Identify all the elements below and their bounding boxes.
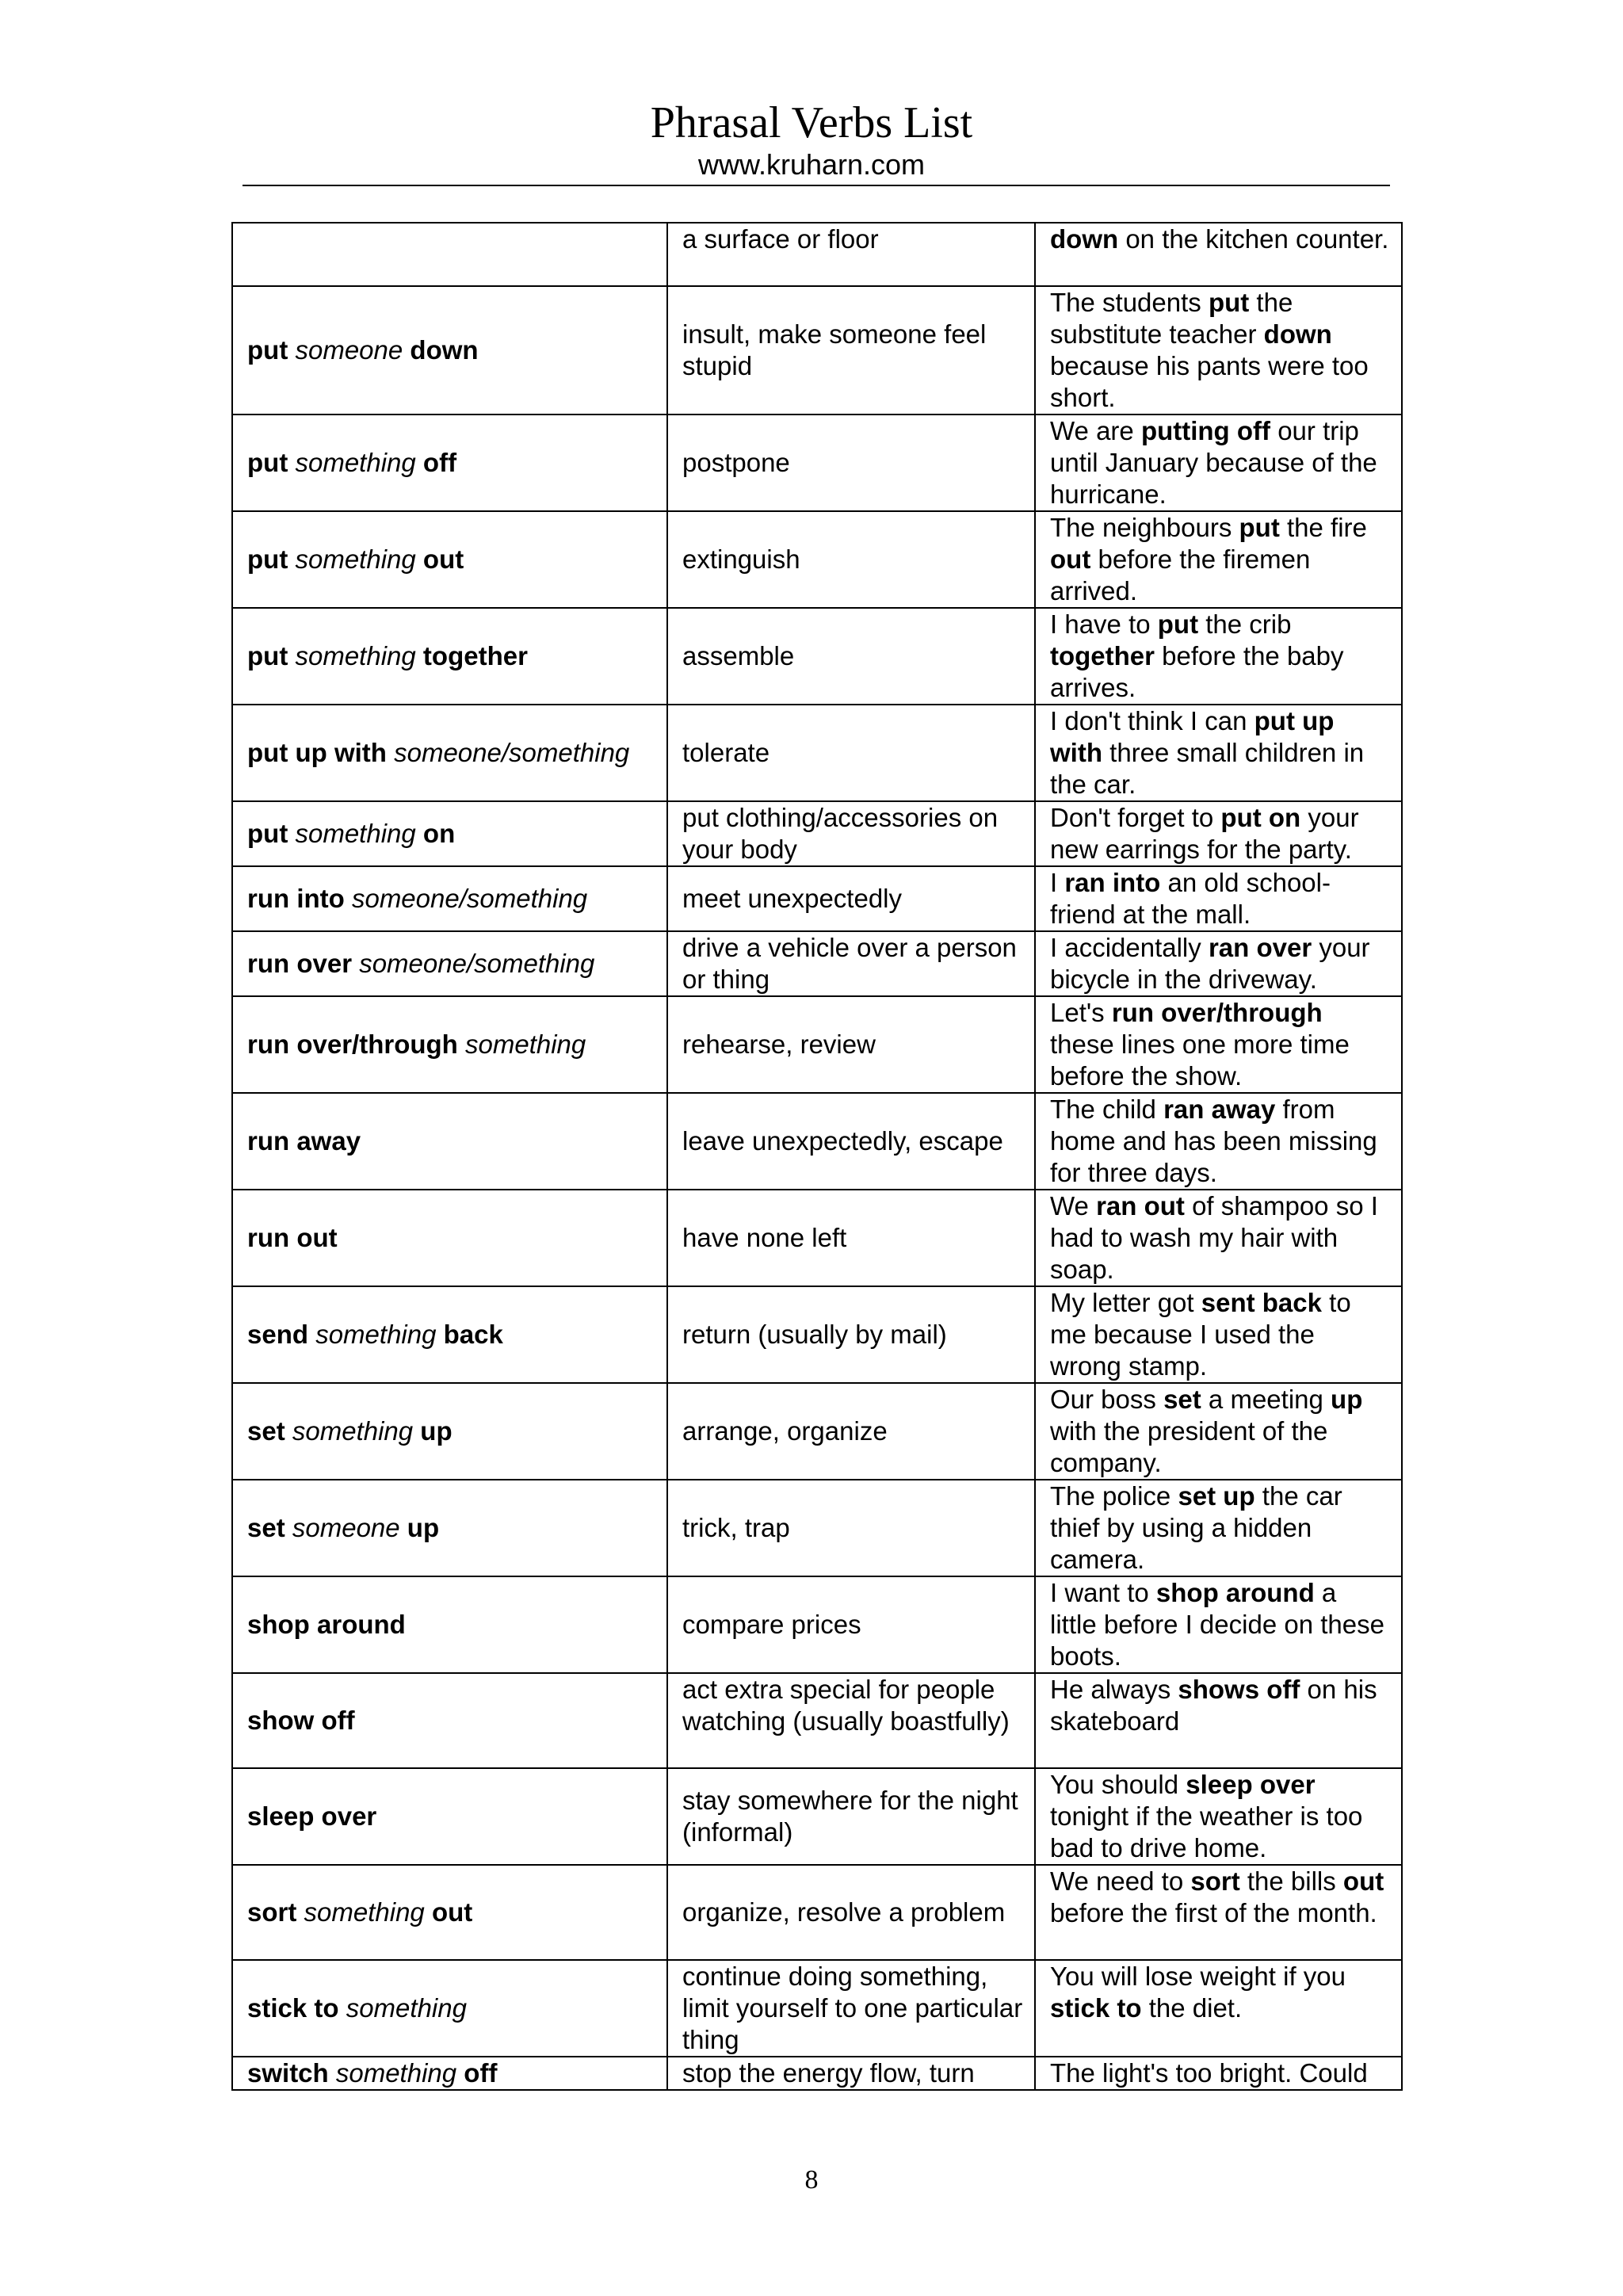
example-text-run: put bbox=[1208, 288, 1250, 317]
phrasal-verb-cell bbox=[232, 866, 667, 931]
example-text-run: putting off bbox=[1140, 416, 1271, 445]
phrasal-verb-cell bbox=[232, 1286, 667, 1383]
verb-text-run: someone bbox=[292, 1513, 400, 1542]
page-title: Phrasal Verbs List bbox=[650, 98, 973, 147]
example-text-run: stick to bbox=[1050, 1993, 1142, 2023]
example-text-run: up bbox=[1331, 1385, 1363, 1414]
verb-text-run: on bbox=[415, 819, 456, 848]
example-text-run: He always bbox=[1050, 1675, 1178, 1704]
example-text-run: sent back bbox=[1201, 1288, 1322, 1317]
table-row bbox=[232, 1768, 1402, 1865]
verb-text-run: out bbox=[424, 1897, 473, 1927]
example-text-run: of shampoo so I had to wash my hair with soap. bbox=[1050, 1191, 1378, 1284]
example-cell bbox=[1035, 1576, 1402, 1673]
phrasal-verb-cell bbox=[232, 1768, 667, 1865]
table-row bbox=[232, 511, 1402, 608]
example-text-run: ran out bbox=[1096, 1191, 1185, 1221]
definition-cell: put clothing/accessories on your body bbox=[667, 801, 1035, 866]
verb-text-run: shop around bbox=[247, 1610, 406, 1639]
definition-cell: stop the energy flow, turn bbox=[667, 2057, 1035, 2090]
example-text-run: together bbox=[1050, 641, 1155, 670]
example-text-run: a little before I decide on these boots. bbox=[1050, 1578, 1384, 1671]
phrasal-verb-cell bbox=[232, 801, 667, 866]
example-cell bbox=[1035, 1673, 1402, 1768]
phrasal-verb-cell bbox=[232, 286, 667, 415]
verb-text-run: something bbox=[295, 819, 416, 848]
example-text-run: sort bbox=[1190, 1866, 1240, 1896]
definition-cell: stay somewhere for the night (informal) bbox=[667, 1768, 1035, 1865]
example-text-run: the crib bbox=[1198, 609, 1292, 639]
example-cell bbox=[1035, 1383, 1402, 1480]
example-text-run: The students bbox=[1050, 288, 1209, 317]
table-row bbox=[232, 608, 1402, 705]
verb-text-run: something bbox=[315, 1320, 437, 1349]
table-row bbox=[232, 1383, 1402, 1480]
verb-text-run: down bbox=[403, 335, 479, 365]
example-text-run: a meeting bbox=[1201, 1385, 1331, 1414]
definition-cell: arrange, organize bbox=[667, 1383, 1035, 1480]
example-text-run: sleep over bbox=[1186, 1770, 1316, 1799]
example-text-run: put on bbox=[1220, 803, 1301, 832]
example-text-run: We are bbox=[1050, 416, 1141, 445]
verb-text-run: show off bbox=[247, 1706, 355, 1735]
example-text-run: ran into bbox=[1064, 868, 1161, 897]
phrasal-verb-cell bbox=[232, 1865, 667, 1960]
verb-text-run: something bbox=[346, 1993, 467, 2023]
example-cell bbox=[1035, 801, 1402, 866]
definition-cell: rehearse, review bbox=[667, 996, 1035, 1093]
table-row bbox=[232, 1093, 1402, 1190]
header-divider bbox=[242, 185, 1390, 186]
example-cell bbox=[1035, 286, 1402, 415]
verb-text-run: back bbox=[436, 1320, 503, 1349]
example-text-run: out bbox=[1342, 1866, 1384, 1896]
definition-cell: a surface or floor bbox=[667, 223, 1035, 286]
example-text-run: I don't think I can bbox=[1050, 706, 1254, 735]
example-cell bbox=[1035, 1768, 1402, 1865]
example-text-run: set up bbox=[1178, 1481, 1255, 1511]
verb-text-run: up bbox=[399, 1513, 440, 1542]
example-text-run: down bbox=[1263, 319, 1332, 349]
example-cell bbox=[1035, 866, 1402, 931]
example-cell bbox=[1035, 996, 1402, 1093]
example-text-run: tonight if the weather is too bad to drive home. bbox=[1050, 1801, 1363, 1862]
phrasal-verb-cell bbox=[232, 1383, 667, 1480]
table-row bbox=[232, 866, 1402, 931]
table-row bbox=[232, 1865, 1402, 1960]
verb-text-run: something bbox=[295, 448, 416, 477]
verb-text-run: set bbox=[247, 1513, 292, 1542]
example-cell bbox=[1035, 1093, 1402, 1190]
verb-text-run: off bbox=[415, 448, 457, 477]
example-cell bbox=[1035, 1480, 1402, 1576]
table-row bbox=[232, 1960, 1402, 2057]
example-text-run: out bbox=[1050, 544, 1091, 574]
example-cell bbox=[1035, 415, 1402, 511]
verb-text-run: send bbox=[247, 1320, 316, 1349]
verb-text-run: something bbox=[304, 1897, 425, 1927]
example-text-run: You will lose weight if you bbox=[1050, 1962, 1346, 1991]
table-row bbox=[232, 1190, 1402, 1286]
verb-text-run: someone/something bbox=[394, 738, 630, 767]
example-text-run: the diet. bbox=[1141, 1993, 1243, 2023]
table-row bbox=[232, 223, 1402, 286]
definition-cell: return (usually by mail) bbox=[667, 1286, 1035, 1383]
example-text-run: set bbox=[1163, 1385, 1201, 1414]
example-text-run: with the president of the company. bbox=[1050, 1416, 1328, 1477]
example-text-run: ran away bbox=[1163, 1095, 1276, 1124]
verb-text-run: someone/something bbox=[359, 949, 595, 978]
definition-cell: tolerate bbox=[667, 705, 1035, 801]
verb-text-run: put bbox=[247, 335, 296, 365]
example-text-run: before the firemen arrived. bbox=[1050, 544, 1311, 606]
verb-text-run: switch bbox=[247, 2058, 336, 2088]
table-row bbox=[232, 286, 1402, 415]
example-text-run: on the kitchen counter. bbox=[1118, 224, 1389, 254]
example-text-run: ran over bbox=[1208, 933, 1312, 962]
example-text-run: The child bbox=[1050, 1095, 1164, 1124]
phrasal-verbs-table bbox=[231, 222, 1403, 2091]
table-row bbox=[232, 1480, 1402, 1576]
phrasal-verb-cell bbox=[232, 1093, 667, 1190]
example-text-run: before the baby arrives. bbox=[1050, 641, 1344, 702]
example-text-run: Don't forget to bbox=[1050, 803, 1221, 832]
definition-cell: act extra special for people watching (usually boastfully) bbox=[667, 1673, 1035, 1768]
site-url: www.kruharn.com bbox=[697, 148, 926, 181]
verb-text-run: sort bbox=[247, 1897, 304, 1927]
page-number: 8 bbox=[804, 2165, 819, 2195]
example-text-run: the car thief by using a hidden camera. bbox=[1050, 1481, 1342, 1574]
example-text-run: your bicycle in the driveway. bbox=[1050, 933, 1370, 994]
example-cell bbox=[1035, 1190, 1402, 1286]
example-text-run: three small children in the car. bbox=[1050, 738, 1365, 799]
example-text-run: I have to bbox=[1050, 609, 1158, 639]
verb-text-run: put bbox=[247, 448, 296, 477]
phrasal-verb-cell bbox=[232, 223, 667, 286]
verb-text-run: set bbox=[247, 1416, 292, 1446]
phrasal-verb-cell bbox=[232, 1190, 667, 1286]
verb-text-run: put bbox=[247, 641, 296, 670]
verb-text-run: together bbox=[415, 641, 528, 670]
verb-text-run: off bbox=[456, 2058, 498, 2088]
example-cell bbox=[1035, 931, 1402, 996]
example-cell bbox=[1035, 511, 1402, 608]
verb-text-run: run away bbox=[247, 1126, 361, 1156]
example-text-run: an old school-friend at the mall. bbox=[1050, 868, 1331, 929]
example-cell bbox=[1035, 1865, 1402, 1960]
example-text-run: put up with bbox=[1050, 706, 1335, 767]
definition-cell: trick, trap bbox=[667, 1480, 1035, 1576]
example-text-run: our trip until January because of the hurricane. bbox=[1050, 416, 1377, 509]
example-text-run: run over/through bbox=[1111, 998, 1323, 1027]
table-row bbox=[232, 931, 1402, 996]
example-text-run: My letter got bbox=[1050, 1288, 1201, 1317]
definition-cell: meet unexpectedly bbox=[667, 866, 1035, 931]
example-text-run: The neighbours bbox=[1050, 513, 1239, 542]
verb-text-run: put up with bbox=[247, 738, 395, 767]
phrasal-verb-cell bbox=[232, 1480, 667, 1576]
table-row bbox=[232, 801, 1402, 866]
example-text-run: your new earrings for the party. bbox=[1050, 803, 1359, 864]
example-text-run: the bills bbox=[1239, 1866, 1343, 1896]
example-text-run: before the first of the month. bbox=[1050, 1898, 1377, 1927]
definition-cell: postpone bbox=[667, 415, 1035, 511]
example-text-run: I bbox=[1050, 868, 1065, 897]
verb-text-run: someone/something bbox=[351, 884, 588, 913]
verb-text-run: run over bbox=[247, 949, 360, 978]
phrasal-verb-cell bbox=[232, 705, 667, 801]
phrasal-verb-cell bbox=[232, 1960, 667, 2057]
example-text-run: from home and has been missing for three days. bbox=[1050, 1095, 1377, 1187]
definition-cell: assemble bbox=[667, 608, 1035, 705]
example-text-run: put bbox=[1157, 609, 1199, 639]
verb-text-run: put bbox=[247, 544, 296, 574]
table-row bbox=[232, 1673, 1402, 1768]
example-text-run: Let's bbox=[1050, 998, 1112, 1027]
example-cell bbox=[1035, 608, 1402, 705]
verb-text-run: something bbox=[292, 1416, 414, 1446]
verb-text-run: something bbox=[295, 544, 416, 574]
definition-cell: extinguish bbox=[667, 511, 1035, 608]
verb-text-run: out bbox=[415, 544, 464, 574]
verb-text-run: run out bbox=[247, 1223, 338, 1252]
example-text-run: put bbox=[1239, 513, 1280, 542]
table-row bbox=[232, 2057, 1402, 2090]
verb-text-run: something bbox=[465, 1030, 586, 1059]
phrasal-verb-cell bbox=[232, 2057, 667, 2090]
example-text-run: Our boss bbox=[1050, 1385, 1164, 1414]
example-text-run: shop around bbox=[1155, 1578, 1315, 1607]
example-text-run: The light's too bright. Could bbox=[1050, 2058, 1368, 2088]
phrasal-verb-cell bbox=[232, 608, 667, 705]
definition-cell: leave unexpectedly, escape bbox=[667, 1093, 1035, 1190]
phrasal-verb-cell bbox=[232, 931, 667, 996]
definition-cell: drive a vehicle over a person or thing bbox=[667, 931, 1035, 996]
example-text-run: on his skateboard bbox=[1050, 1675, 1377, 1736]
example-text-run: to me because I used the wrong stamp. bbox=[1050, 1288, 1351, 1381]
verb-text-run: someone bbox=[295, 335, 403, 365]
phrasal-verb-cell bbox=[232, 1673, 667, 1768]
phrasal-verb-cell bbox=[232, 1576, 667, 1673]
example-text-run: the fire bbox=[1279, 513, 1367, 542]
example-text-run: shows off bbox=[1178, 1675, 1300, 1704]
example-text-run: the substitute teacher bbox=[1050, 288, 1293, 349]
table-row bbox=[232, 1286, 1402, 1383]
verb-text-run: something bbox=[335, 2058, 457, 2088]
definition-cell: organize, resolve a problem bbox=[667, 1865, 1035, 1960]
example-text-run: these lines one more time before the show. bbox=[1050, 1030, 1350, 1091]
verb-text-run: run into bbox=[247, 884, 352, 913]
example-text-run: We bbox=[1050, 1191, 1097, 1221]
definition-cell: continue doing something, limit yourself to one particular thing bbox=[667, 1960, 1035, 2057]
definition-cell: have none left bbox=[667, 1190, 1035, 1286]
verb-text-run: put bbox=[247, 819, 296, 848]
example-text-run: down bbox=[1050, 224, 1119, 254]
example-text-run: because his pants were too short. bbox=[1050, 351, 1369, 412]
definition-cell: compare prices bbox=[667, 1576, 1035, 1673]
definition-cell: insult, make someone feel stupid bbox=[667, 286, 1035, 415]
verb-text-run: something bbox=[295, 641, 416, 670]
example-text-run: I want to bbox=[1050, 1578, 1156, 1607]
table-row bbox=[232, 996, 1402, 1093]
example-cell bbox=[1035, 1286, 1402, 1383]
example-text-run: You should bbox=[1050, 1770, 1186, 1799]
example-cell bbox=[1035, 223, 1402, 286]
verb-text-run: stick to bbox=[247, 1993, 346, 2023]
table-row bbox=[232, 1576, 1402, 1673]
verb-text-run: sleep over bbox=[247, 1801, 377, 1831]
table-row bbox=[232, 415, 1402, 511]
phrasal-verb-cell bbox=[232, 415, 667, 511]
example-cell bbox=[1035, 2057, 1402, 2090]
example-text-run: I accidentally bbox=[1050, 933, 1209, 962]
phrasal-verb-cell bbox=[232, 511, 667, 608]
table-body bbox=[232, 223, 1402, 2090]
example-text-run: The police bbox=[1050, 1481, 1178, 1511]
example-cell bbox=[1035, 1960, 1402, 2057]
verb-text-run: run over/through bbox=[247, 1030, 465, 1059]
table-row bbox=[232, 705, 1402, 801]
example-text-run: We need to bbox=[1050, 1866, 1191, 1896]
phrasal-verb-cell bbox=[232, 996, 667, 1093]
example-cell bbox=[1035, 705, 1402, 801]
verb-text-run: up bbox=[413, 1416, 453, 1446]
